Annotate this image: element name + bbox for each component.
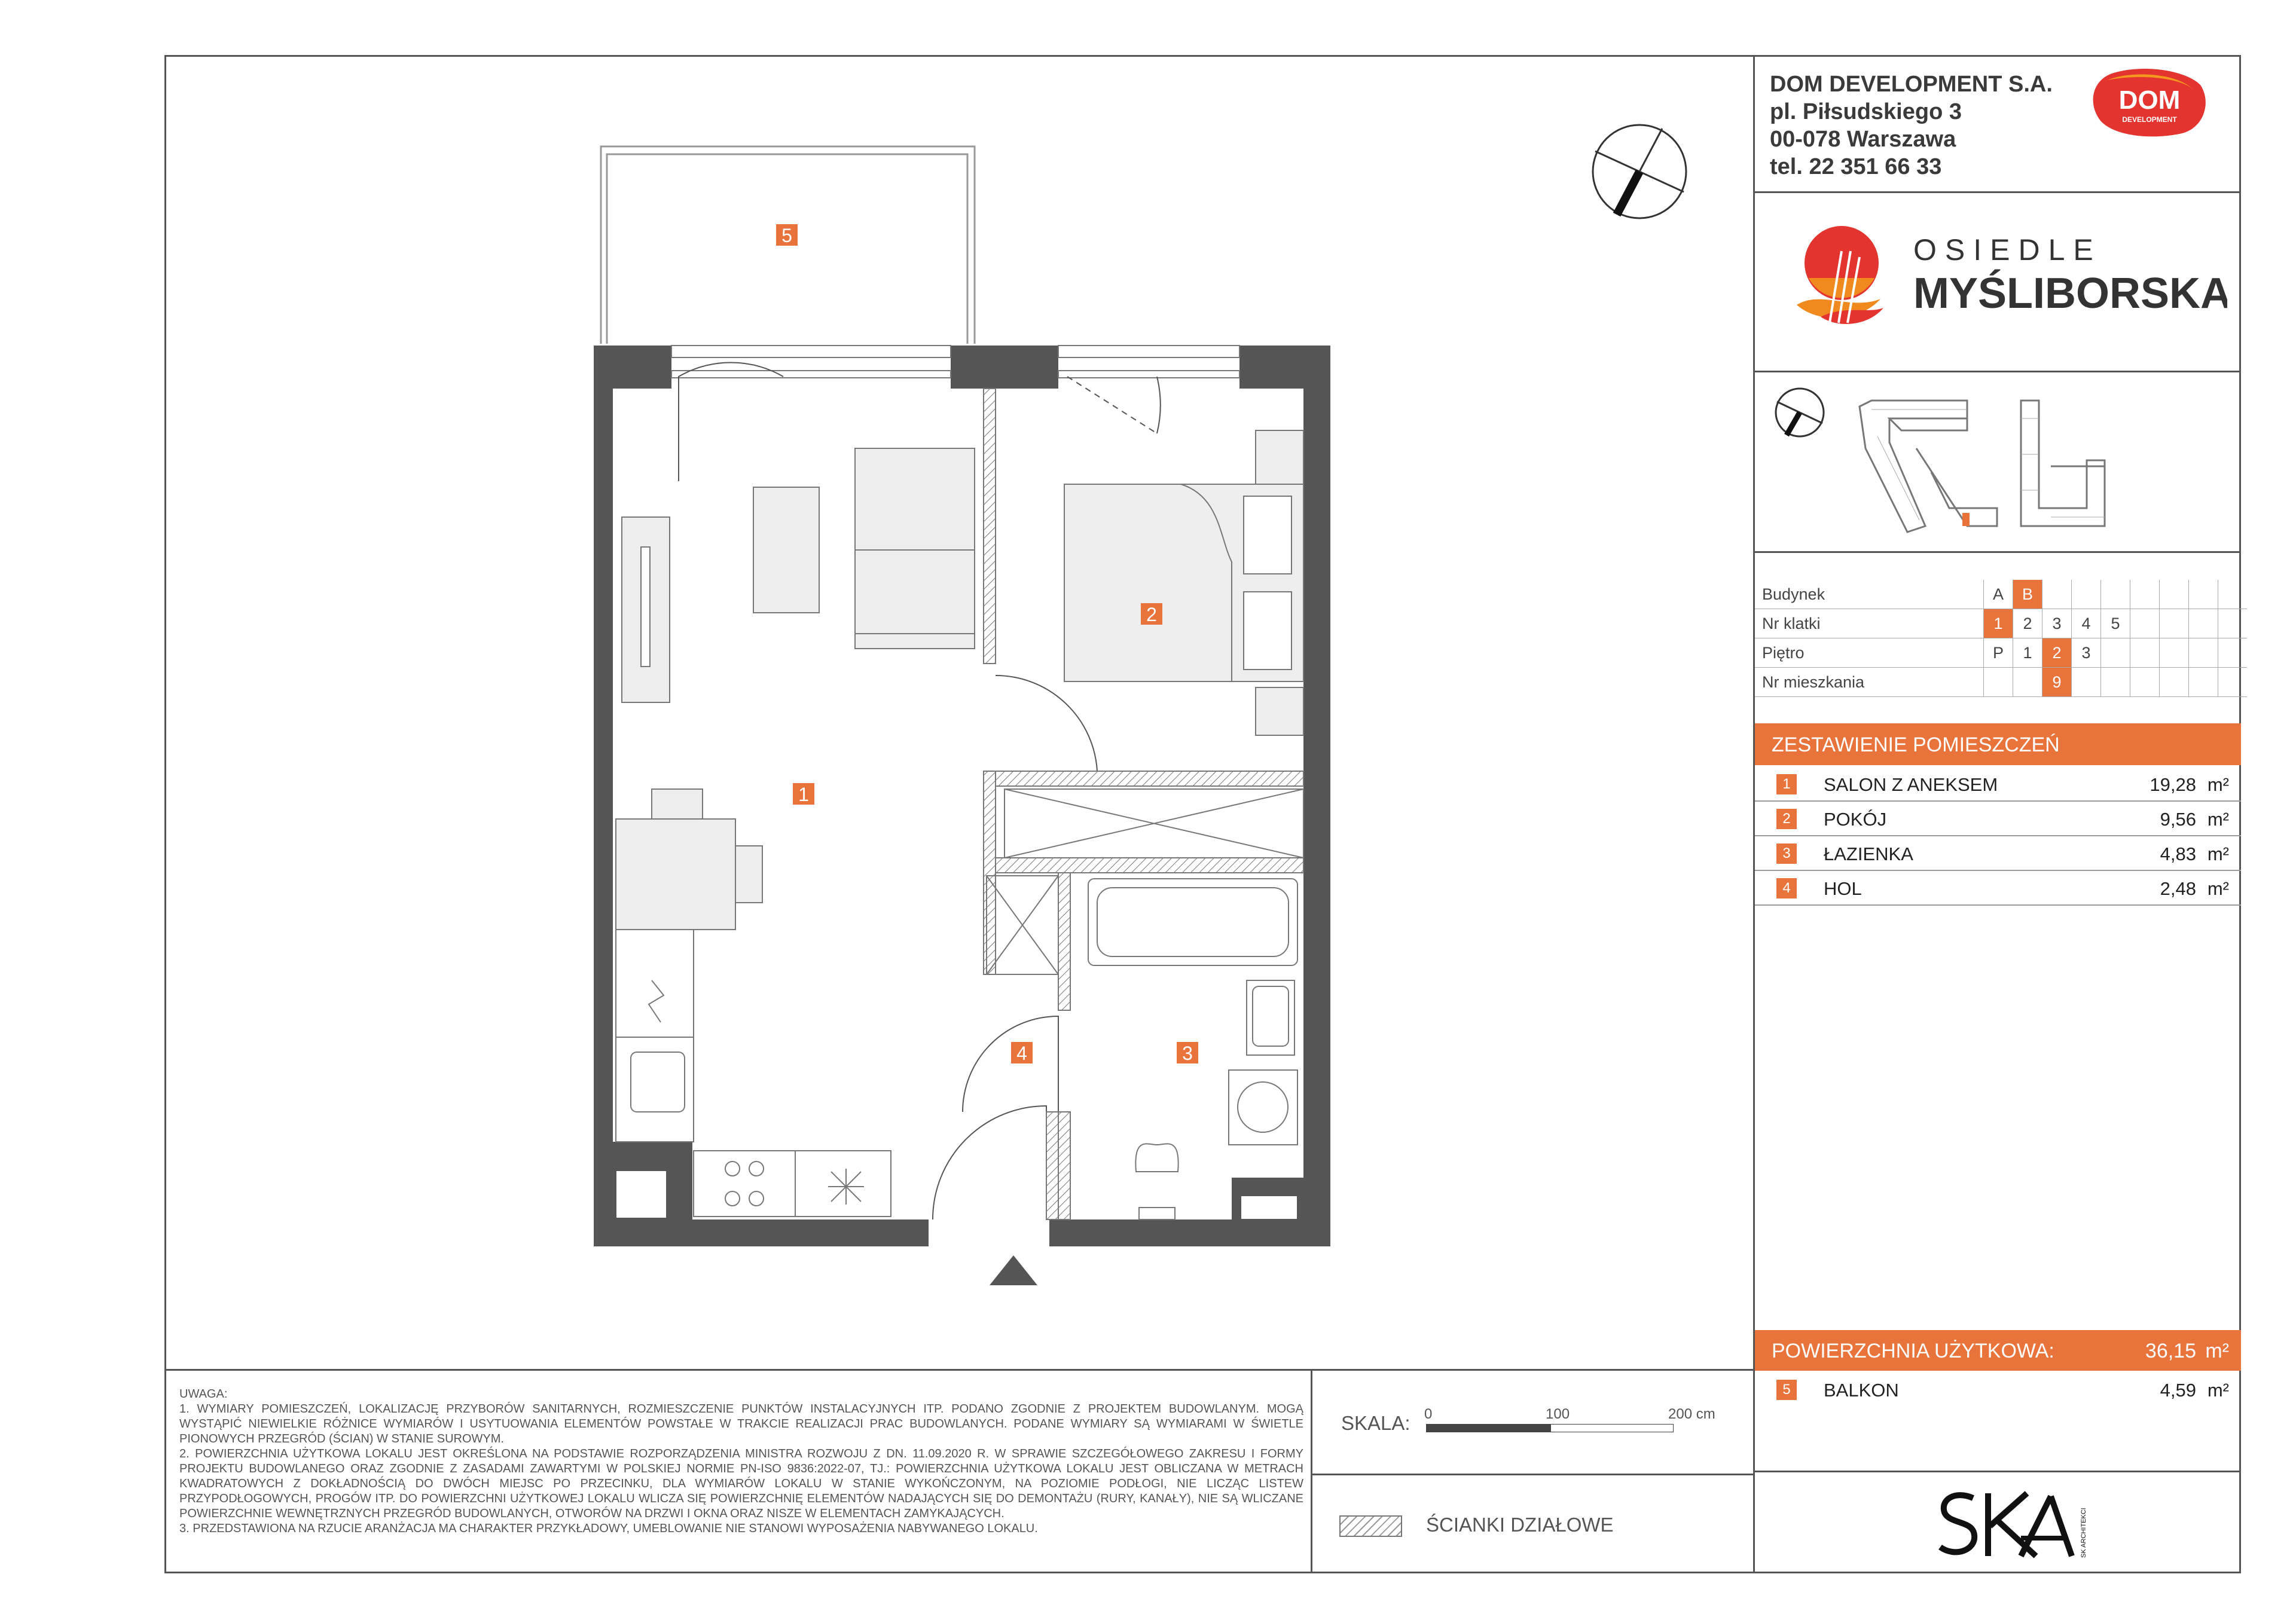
total-area-value: 36,15 (2145, 1340, 2196, 1362)
location-grid-cell: 4 (2072, 609, 2101, 638)
partition-legend-swatch (1339, 1515, 1402, 1537)
room-unit: m² (2207, 774, 2229, 795)
location-grid-cell (2013, 668, 2042, 697)
room-row (1755, 802, 2241, 836)
location-grid-row (1755, 609, 2247, 638)
location-grid-cell (2101, 668, 2130, 697)
room-area: 9,56 (2160, 809, 2196, 830)
key-plan (1770, 383, 2224, 544)
location-grid-cell (2218, 609, 2248, 638)
company-divider (1753, 191, 2241, 193)
room-unit: m² (2207, 843, 2229, 864)
scale-label: SKALA: (1341, 1412, 1410, 1434)
estate-divider (1753, 371, 2241, 372)
total-area-unit: m² (2205, 1340, 2229, 1362)
plan-label-4: 4 (1016, 1043, 1027, 1064)
location-grid-cell (1984, 668, 2013, 697)
estate-logo (1785, 215, 2227, 347)
balcony-unit: m² (2207, 1380, 2229, 1401)
rooms-header: ZESTAWIENIE POMIESZCZEŃ (1755, 723, 2241, 765)
location-grid-row (1755, 638, 2247, 668)
location-grid-cell: 2 (2042, 638, 2072, 668)
room-badge: 2 (1776, 809, 1797, 829)
location-grid-cell (2189, 638, 2218, 668)
room-row (1755, 767, 2241, 802)
location-grid-label: Nr klatki (1755, 609, 1984, 638)
company-info (1770, 71, 2053, 181)
company-name: DOM DEVELOPMENT S.A. (1770, 72, 2053, 97)
compass-icon (1590, 123, 1689, 221)
estate-name-line1: OSIEDLE (1913, 233, 2102, 267)
location-grid-cell (2160, 580, 2189, 609)
room-area: 4,83 (2160, 843, 2196, 864)
scale-tick-100: 100 (1546, 1406, 1570, 1422)
room-row (1755, 836, 2241, 871)
location-grid (1755, 580, 2247, 697)
keyplan-compass-icon (1776, 389, 1824, 436)
balcony-badge: 5 (1776, 1380, 1797, 1400)
location-grid-cell (2189, 668, 2218, 697)
location-grid-row (1755, 668, 2247, 697)
location-grid-cell: 3 (2072, 638, 2101, 668)
room-badge: 3 (1776, 843, 1797, 864)
keyplan-divider (1753, 551, 2241, 553)
footer-divider (164, 1369, 1755, 1371)
location-grid-cell (2189, 580, 2218, 609)
location-grid-cell: 9 (2042, 668, 2072, 697)
note-2: 2. POWIERZCHNIA UŻYTKOWA LOKALU JEST OKREŚLONA NA PODSTAWIE ROZPORZĄDZENIA MINISTRA ROZWOJU Z DN. 11.09.2020 R. W SPRAWIE SZCZEGÓŁOWEGO ZAKRESU I FORMY PROJEKTU BUDOWLANEGO ORAZ ZGODNIE Z ZASADAMI ZAWARTYMI W POLSKIEJ NORMIE PN-ISO 9836:2022-07, TJ.: POWIERZCHNIA UŻYTKOWA LOKALU JEST OBLICZANA W METRACH KWADRATOWYCH Z DOKŁADNOŚCIĄ DO DWÓCH MIEJSC PO PRZECINKU, DLA WYMIARÓW LOKALU W STANIE WYKOŃCZONYM, NA POZIOMIE PODŁOGI, NIE LICZĄC LISTEW PRZYPODŁOGOWYCH, PROGÓW ITP. DO POWIERZCHNI UŻYTKOWEJ LOKALU WLICZA SIĘ POWIERZCHNIĘ ELEMENTÓW NADAJĄCYCH SIĘ DO DEMONTAŻU (RURY, KANAŁY), NIE SĄ WLICZANE POWIERZCHNIE WEWNĘTRZNYCH PRZEGRÓD BUDOWLANYCH, OTWORÓW NA DRZWI I OKNA ORAZ NISZE W ELEMENTACH ZAMYKAJĄCYCH. (179, 1447, 1303, 1520)
location-grid-cell (2042, 580, 2072, 609)
location-grid-cell: P (1984, 638, 2013, 668)
rooms-list (1755, 767, 2241, 906)
location-grid-cell (2072, 580, 2101, 609)
location-grid-cell (2130, 638, 2160, 668)
dom-logo-sub: DEVELOPMENT (2122, 115, 2177, 124)
scale-tick-200: 200 cm (1668, 1406, 1715, 1422)
architect-sub: SK ARCHITEKCI (2080, 1508, 2087, 1558)
notes-block (179, 1387, 1303, 1536)
location-grid-cell (2218, 580, 2248, 609)
location-grid-label: Nr mieszkania (1755, 668, 1984, 697)
location-grid-cell (2160, 609, 2189, 638)
plan-label-1: 1 (798, 784, 809, 805)
total-area-label: POWIERZCHNIA UŻYTKOWA: (1772, 1340, 2054, 1362)
room-name: ŁAZIENKA (1824, 843, 1913, 864)
room-area: 2,48 (2160, 878, 2196, 899)
location-grid-cell: 1 (1984, 609, 2013, 638)
balcony-divider (1753, 1471, 2241, 1472)
balcony-name: BALKON (1824, 1380, 1899, 1401)
location-grid-cell (2072, 668, 2101, 697)
location-grid-cell: 5 (2101, 609, 2130, 638)
company-city: 00-078 Warszawa (1770, 127, 1956, 152)
room-unit: m² (2207, 809, 2229, 830)
partition-legend-label: ŚCIANKI DZIAŁOWE (1426, 1514, 1614, 1536)
room-name: HOL (1824, 878, 1862, 899)
plan-label-2: 2 (1146, 604, 1157, 625)
note-1: 1. WYMIARY POMIESZCZEŃ, LOKALIZACJĘ PRZYBORÓW SANITARNYCH, ROZMIESZCZENIE PUNKTÓW INSTALACYJNYCH ITP. PODANO ZGODNIE Z PROJEKTEM BUDOWLANYM. MOGĄ WYSTĄPIĆ NIEWIELKIE RÓŻNICE WYMIARÓW I USYTUOWANIA ELEMENTÓW POWSTAŁE W TRAKCIE REALIZACJI PRAC BUDOWLANYCH. PODANE WYMIARY SĄ WYMIARAMI W ŚWIETLE PIONOWYCH PRZEGRÓD (ŚCIAN) W STANIE SUROWYM. (179, 1402, 1303, 1445)
note-3: 3. PRZEDSTAWIONA NA RZUCIE ARANŻACJA MA CHARAKTER PRZYKŁADOWY, UMEBLOWANIE NIE STANOWI WYPOSAŻENIA NABYWANEGO LOKALU. (179, 1522, 1038, 1535)
balcony-area: 4,59 (2160, 1380, 2196, 1401)
bedroom-furniture (1064, 430, 1303, 735)
location-grid-cell (2218, 668, 2248, 697)
living-furniture (616, 448, 975, 930)
entrance-arrow-icon (990, 1255, 1037, 1285)
room-unit: m² (2207, 878, 2229, 899)
room-badge: 1 (1776, 774, 1797, 794)
scale-bar (1426, 1424, 1674, 1432)
room-row (1755, 871, 2241, 906)
company-phone: tel. 22 351 66 33 (1770, 154, 1942, 179)
location-grid-cell (2189, 609, 2218, 638)
location-grid-cell (2130, 580, 2160, 609)
location-grid-cell: 1 (2013, 638, 2042, 668)
room-name: SALON Z ANEKSEM (1824, 774, 1998, 795)
keyplan-marker (1962, 513, 1970, 526)
room-badge: 4 (1776, 878, 1797, 898)
architect-logo (1937, 1487, 2093, 1565)
scale-legend-divider (1311, 1474, 1754, 1475)
location-grid-cell (2160, 638, 2189, 668)
location-grid-row (1755, 580, 2247, 609)
location-grid-cell (2218, 638, 2248, 668)
scale-divider (1311, 1369, 1312, 1573)
location-grid-cell: A (1984, 580, 2013, 609)
estate-name-line2: MYŚLIBORSKA (1913, 270, 2227, 317)
company-street: pl. Piłsudskiego 3 (1770, 99, 1962, 124)
location-grid-cell: 2 (2013, 609, 2042, 638)
location-grid-cell (2101, 580, 2130, 609)
notes-title: UWAGA: (179, 1387, 228, 1401)
plan-label-5: 5 (781, 225, 792, 246)
location-grid-cell (2160, 668, 2189, 697)
plan-label-3: 3 (1182, 1043, 1193, 1064)
dom-logo-text: DOM (2118, 85, 2181, 115)
location-grid-cell (2130, 668, 2160, 697)
dom-development-logo (2090, 67, 2209, 137)
location-grid-label: Budynek (1755, 580, 1984, 609)
location-grid-cell: 3 (2042, 609, 2072, 638)
location-grid-cell (2101, 638, 2130, 668)
scale-tick-0: 0 (1424, 1406, 1433, 1422)
balcony-row (1755, 1373, 2241, 1406)
location-grid-cell (2130, 609, 2160, 638)
total-area-bar (1755, 1330, 2241, 1371)
location-grid-label: Piętro (1755, 638, 1984, 668)
room-name: POKÓJ (1824, 809, 1887, 830)
floor-plan (592, 143, 1339, 1303)
room-area: 19,28 (2150, 774, 2196, 795)
location-grid-cell: B (2013, 580, 2042, 609)
